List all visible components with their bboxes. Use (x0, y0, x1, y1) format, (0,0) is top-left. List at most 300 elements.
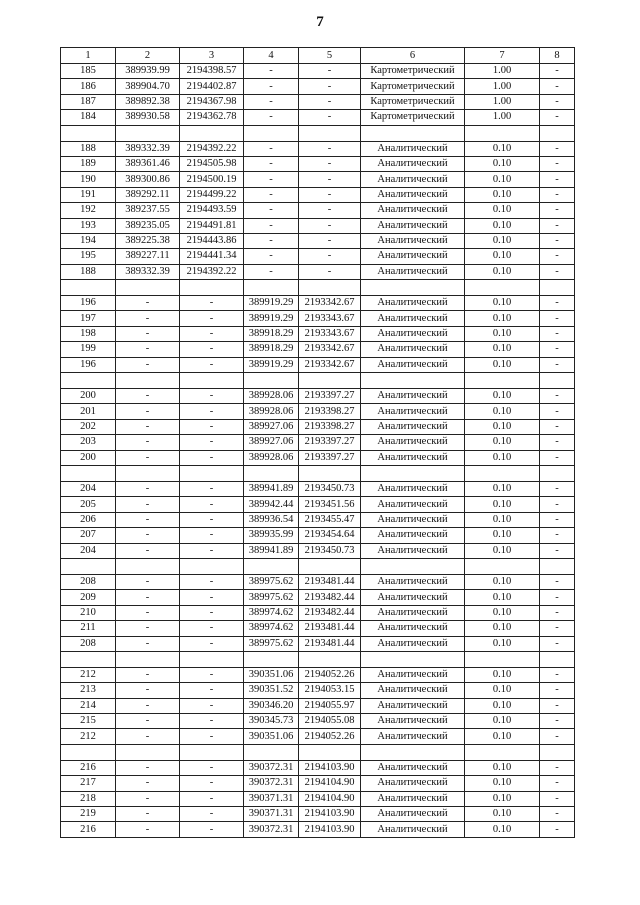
table-cell: - (244, 233, 299, 248)
empty-cell (465, 651, 540, 667)
table-cell: Аналитический (361, 481, 465, 496)
table-cell: 2194493.59 (180, 203, 244, 218)
table-cell: - (116, 543, 180, 558)
table-cell: 2193482.44 (299, 590, 361, 605)
table-cell: 2194104.90 (299, 776, 361, 791)
table-cell: 390372.31 (244, 776, 299, 791)
table-cell: 0.10 (465, 187, 540, 202)
table-row (61, 683, 575, 698)
empty-cell (361, 373, 465, 389)
table-cell: - (244, 141, 299, 156)
table-cell: Аналитический (361, 435, 465, 450)
table-cell: 389904.70 (116, 79, 180, 94)
table-row (61, 94, 575, 109)
table-cell: 0.10 (465, 419, 540, 434)
table-cell: 2193343.67 (299, 326, 361, 341)
table-cell: - (299, 64, 361, 79)
table-row (61, 481, 575, 496)
table-cell: - (540, 714, 575, 729)
table-row (61, 574, 575, 589)
table-cell: 389918.29 (244, 342, 299, 357)
table-cell: - (540, 203, 575, 218)
table-row (61, 156, 575, 171)
table-cell: 389332.39 (116, 264, 180, 279)
table-cell: - (540, 481, 575, 496)
table-cell: 0.10 (465, 698, 540, 713)
table-cell: 389928.06 (244, 450, 299, 465)
table-cell: 389930.58 (116, 110, 180, 125)
table-cell: - (180, 822, 244, 837)
table-cell: 389974.62 (244, 621, 299, 636)
table-cell: - (180, 621, 244, 636)
table-cell: - (299, 249, 361, 264)
table-cell: - (180, 389, 244, 404)
table-cell: - (116, 528, 180, 543)
table-cell: - (180, 776, 244, 791)
table-cell: Аналитический (361, 172, 465, 187)
table-body (61, 64, 575, 838)
table-cell: 0.10 (465, 590, 540, 605)
table-cell: - (116, 497, 180, 512)
empty-cell (465, 465, 540, 481)
table-cell: - (540, 404, 575, 419)
table-cell: 389225.38 (116, 233, 180, 248)
table-cell: 0.10 (465, 342, 540, 357)
table-cell: - (540, 249, 575, 264)
table-cell: - (180, 450, 244, 465)
table-cell: - (540, 326, 575, 341)
table-cell: 2194443.86 (180, 233, 244, 248)
table-row (61, 187, 575, 202)
table-cell: Аналитический (361, 760, 465, 775)
table-cell: Аналитический (361, 791, 465, 806)
table-cell: - (180, 435, 244, 450)
table-row (61, 419, 575, 434)
page-number: 7 (316, 14, 324, 30)
table-cell: Аналитический (361, 621, 465, 636)
table-cell: 389292.11 (116, 187, 180, 202)
table-cell: Аналитический (361, 543, 465, 558)
table-cell: 207 (61, 528, 116, 543)
table-row (61, 497, 575, 512)
table-cell: 389919.29 (244, 296, 299, 311)
table-cell: 189 (61, 156, 116, 171)
separator-row (61, 125, 575, 141)
table-cell: Аналитический (361, 326, 465, 341)
empty-cell (361, 465, 465, 481)
table-cell: - (540, 156, 575, 171)
table-cell: 1.00 (465, 64, 540, 79)
table-cell: 188 (61, 264, 116, 279)
coordinates-table (60, 47, 575, 838)
column-header: 6 (361, 48, 465, 64)
empty-cell (180, 125, 244, 141)
table-cell: - (540, 64, 575, 79)
table-cell: 2193398.27 (299, 404, 361, 419)
table-row (61, 264, 575, 279)
table-cell: - (180, 574, 244, 589)
table-cell: 389300.86 (116, 172, 180, 187)
table-cell: 212 (61, 667, 116, 682)
table-cell: 0.10 (465, 389, 540, 404)
table-cell: 198 (61, 326, 116, 341)
table-cell: 2193481.44 (299, 636, 361, 651)
table-cell: - (116, 404, 180, 419)
table-cell: 0.10 (465, 822, 540, 837)
table-cell: 0.10 (465, 729, 540, 744)
table-cell: 2194491.81 (180, 218, 244, 233)
table-cell: 0.10 (465, 435, 540, 450)
separator-row (61, 373, 575, 389)
table-cell: 2194052.26 (299, 667, 361, 682)
table-cell: - (116, 481, 180, 496)
table-cell: 2193450.73 (299, 543, 361, 558)
table-cell: 2193343.67 (299, 311, 361, 326)
table-cell: - (180, 296, 244, 311)
table-cell: 389974.62 (244, 605, 299, 620)
table-row (61, 64, 575, 79)
empty-cell (299, 125, 361, 141)
table-cell: 2193482.44 (299, 605, 361, 620)
empty-cell (116, 125, 180, 141)
table-cell: Аналитический (361, 776, 465, 791)
table-cell: Аналитический (361, 450, 465, 465)
table-cell: - (540, 605, 575, 620)
table-cell: Аналитический (361, 605, 465, 620)
separator-row (61, 280, 575, 296)
separator-row (61, 465, 575, 481)
table-cell: - (244, 187, 299, 202)
empty-cell (244, 465, 299, 481)
table-cell: Аналитический (361, 156, 465, 171)
table-cell: - (299, 203, 361, 218)
table-cell: - (540, 807, 575, 822)
table-cell: 0.10 (465, 296, 540, 311)
table-cell: Аналитический (361, 683, 465, 698)
table-cell: 2193451.56 (299, 497, 361, 512)
table-cell: 0.10 (465, 249, 540, 264)
table-cell: 390371.31 (244, 807, 299, 822)
table-cell: - (244, 264, 299, 279)
table-cell: 389927.06 (244, 419, 299, 434)
table-cell: Аналитический (361, 636, 465, 651)
table-cell: 196 (61, 296, 116, 311)
separator-row (61, 558, 575, 574)
empty-cell (116, 651, 180, 667)
table-cell: - (540, 636, 575, 651)
table-cell: - (540, 698, 575, 713)
table-cell: 389235.05 (116, 218, 180, 233)
table-cell: - (540, 683, 575, 698)
table-cell: 0.10 (465, 172, 540, 187)
table-cell: - (116, 791, 180, 806)
table-cell: 0.10 (465, 791, 540, 806)
table-cell: Аналитический (361, 822, 465, 837)
table-cell: 2194104.90 (299, 791, 361, 806)
table-cell: 210 (61, 605, 116, 620)
table-cell: - (299, 141, 361, 156)
table-row (61, 512, 575, 527)
table-cell: - (540, 822, 575, 837)
table-row (61, 729, 575, 744)
table-cell: 209 (61, 590, 116, 605)
table-cell: 389936.54 (244, 512, 299, 527)
table-cell: - (116, 296, 180, 311)
table-cell: 1.00 (465, 110, 540, 125)
table-cell: - (180, 683, 244, 698)
table-cell: 215 (61, 714, 116, 729)
table-cell: - (116, 574, 180, 589)
table-cell: - (180, 636, 244, 651)
table-cell: - (180, 698, 244, 713)
table-cell: - (116, 357, 180, 372)
table-cell: 2193397.27 (299, 450, 361, 465)
table-cell: 2194362.78 (180, 110, 244, 125)
table-cell: 389941.89 (244, 543, 299, 558)
empty-cell (361, 280, 465, 296)
table-cell: 190 (61, 172, 116, 187)
table-row (61, 791, 575, 806)
table-cell: Аналитический (361, 203, 465, 218)
table-cell: - (180, 714, 244, 729)
table-cell: Аналитический (361, 714, 465, 729)
table-cell: - (180, 528, 244, 543)
table-cell: - (180, 357, 244, 372)
table-cell: 0.10 (465, 760, 540, 775)
table-cell: - (116, 342, 180, 357)
table-cell: - (180, 497, 244, 512)
table-cell: 187 (61, 94, 116, 109)
table-cell: 0.10 (465, 543, 540, 558)
table-row (61, 621, 575, 636)
table-cell: 2194499.22 (180, 187, 244, 202)
table-cell: 2193398.27 (299, 419, 361, 434)
table-cell: - (180, 807, 244, 822)
table-row (61, 543, 575, 558)
empty-cell (361, 558, 465, 574)
empty-cell (61, 558, 116, 574)
table-cell: - (116, 698, 180, 713)
table-cell: 2193481.44 (299, 621, 361, 636)
column-header: 3 (180, 48, 244, 64)
table-row (61, 636, 575, 651)
empty-cell (465, 744, 540, 760)
table-cell: 0.10 (465, 404, 540, 419)
table-cell: 0.10 (465, 807, 540, 822)
table-cell: 218 (61, 791, 116, 806)
empty-cell (465, 558, 540, 574)
empty-cell (61, 651, 116, 667)
table-cell: 193 (61, 218, 116, 233)
table-cell: 0.10 (465, 311, 540, 326)
table-row (61, 435, 575, 450)
header-row (61, 48, 575, 64)
table-cell: 389927.06 (244, 435, 299, 450)
table-cell: - (299, 94, 361, 109)
table-cell: Аналитический (361, 512, 465, 527)
table-cell: - (116, 311, 180, 326)
table-cell: 2194052.26 (299, 729, 361, 744)
table-cell: 390345.73 (244, 714, 299, 729)
table-cell: 2193342.67 (299, 357, 361, 372)
table-cell: - (540, 110, 575, 125)
table-row (61, 326, 575, 341)
table-cell: - (299, 218, 361, 233)
table-cell: Аналитический (361, 574, 465, 589)
table-cell: 0.10 (465, 450, 540, 465)
table-cell: - (540, 264, 575, 279)
column-header: 7 (465, 48, 540, 64)
empty-cell (299, 744, 361, 760)
table-cell: 217 (61, 776, 116, 791)
table-cell: Аналитический (361, 807, 465, 822)
table-row (61, 776, 575, 791)
table-cell: - (540, 512, 575, 527)
table-cell: - (540, 296, 575, 311)
table-cell: 0.10 (465, 636, 540, 651)
table-cell: 208 (61, 636, 116, 651)
table-cell: 2193454.64 (299, 528, 361, 543)
table-cell: 0.10 (465, 218, 540, 233)
table-cell: - (116, 435, 180, 450)
table-cell: 2194402.87 (180, 79, 244, 94)
column-header: 2 (116, 48, 180, 64)
table-cell: 390351.06 (244, 729, 299, 744)
table-cell: 390351.06 (244, 667, 299, 682)
table-cell: 2194367.98 (180, 94, 244, 109)
table-row (61, 141, 575, 156)
empty-cell (361, 651, 465, 667)
empty-cell (61, 465, 116, 481)
table-cell: Картометрический (361, 79, 465, 94)
table-cell: Аналитический (361, 249, 465, 264)
table-cell: - (244, 94, 299, 109)
table-cell: - (540, 172, 575, 187)
table-cell: - (180, 481, 244, 496)
table-cell: - (540, 574, 575, 589)
empty-cell (244, 744, 299, 760)
table-cell: 197 (61, 311, 116, 326)
table-cell: 389918.29 (244, 326, 299, 341)
table-cell: - (244, 79, 299, 94)
table-cell: 202 (61, 419, 116, 434)
table-row (61, 79, 575, 94)
table-cell: 219 (61, 807, 116, 822)
table-cell: 185 (61, 64, 116, 79)
table-cell: - (540, 543, 575, 558)
table-cell: 2194053.15 (299, 683, 361, 698)
table-row (61, 203, 575, 218)
table-cell: Аналитический (361, 389, 465, 404)
table-cell: - (116, 714, 180, 729)
table-cell: - (116, 667, 180, 682)
empty-cell (540, 558, 575, 574)
empty-cell (465, 280, 540, 296)
empty-cell (540, 744, 575, 760)
empty-cell (61, 744, 116, 760)
table-cell: 2193481.44 (299, 574, 361, 589)
empty-cell (540, 651, 575, 667)
table-cell: - (116, 450, 180, 465)
table-cell: 191 (61, 187, 116, 202)
table-cell: - (299, 156, 361, 171)
table-cell: - (540, 233, 575, 248)
table-row (61, 233, 575, 248)
table-cell: 205 (61, 497, 116, 512)
column-header: 5 (299, 48, 361, 64)
table-cell: 0.10 (465, 574, 540, 589)
empty-cell (299, 280, 361, 296)
table-cell: 2193397.27 (299, 389, 361, 404)
table-cell: 200 (61, 450, 116, 465)
table-cell: 390346.20 (244, 698, 299, 713)
table-cell: 2194055.97 (299, 698, 361, 713)
empty-cell (61, 373, 116, 389)
table-cell: 2194103.90 (299, 822, 361, 837)
table-cell: - (540, 94, 575, 109)
empty-cell (540, 373, 575, 389)
table-cell: - (244, 156, 299, 171)
table-cell: - (116, 605, 180, 620)
table-cell: - (116, 512, 180, 527)
table-cell: - (540, 497, 575, 512)
table-cell: - (180, 791, 244, 806)
empty-cell (116, 465, 180, 481)
table-row (61, 822, 575, 837)
empty-cell (116, 558, 180, 574)
table-cell: Картометрический (361, 110, 465, 125)
table-cell: - (180, 760, 244, 775)
table-cell: 195 (61, 249, 116, 264)
table-cell: 199 (61, 342, 116, 357)
table-cell: 389919.29 (244, 311, 299, 326)
table-row (61, 172, 575, 187)
empty-cell (244, 651, 299, 667)
table-cell: 203 (61, 435, 116, 450)
table-cell: 2194103.90 (299, 760, 361, 775)
table-cell: 389227.11 (116, 249, 180, 264)
table-cell: - (540, 311, 575, 326)
table-cell: 2193342.67 (299, 296, 361, 311)
table-row (61, 389, 575, 404)
table-cell: - (180, 512, 244, 527)
table-cell: - (244, 203, 299, 218)
table-cell: - (180, 667, 244, 682)
table-cell: 0.10 (465, 621, 540, 636)
table-row (61, 342, 575, 357)
empty-cell (61, 280, 116, 296)
table-cell: 0.10 (465, 683, 540, 698)
table-cell: - (540, 218, 575, 233)
table-cell: 201 (61, 404, 116, 419)
table-cell: 0.10 (465, 326, 540, 341)
table-row (61, 357, 575, 372)
table-cell: - (540, 621, 575, 636)
table-cell: 389928.06 (244, 404, 299, 419)
table-cell: - (299, 79, 361, 94)
column-header: 4 (244, 48, 299, 64)
table-cell: 389975.62 (244, 590, 299, 605)
table-cell: - (180, 590, 244, 605)
table-cell: - (244, 64, 299, 79)
table-cell: 2194392.22 (180, 264, 244, 279)
table-row (61, 698, 575, 713)
table-cell: 389892.38 (116, 94, 180, 109)
table-cell: - (116, 729, 180, 744)
table-row (61, 249, 575, 264)
table-cell: 194 (61, 233, 116, 248)
table-cell: 211 (61, 621, 116, 636)
